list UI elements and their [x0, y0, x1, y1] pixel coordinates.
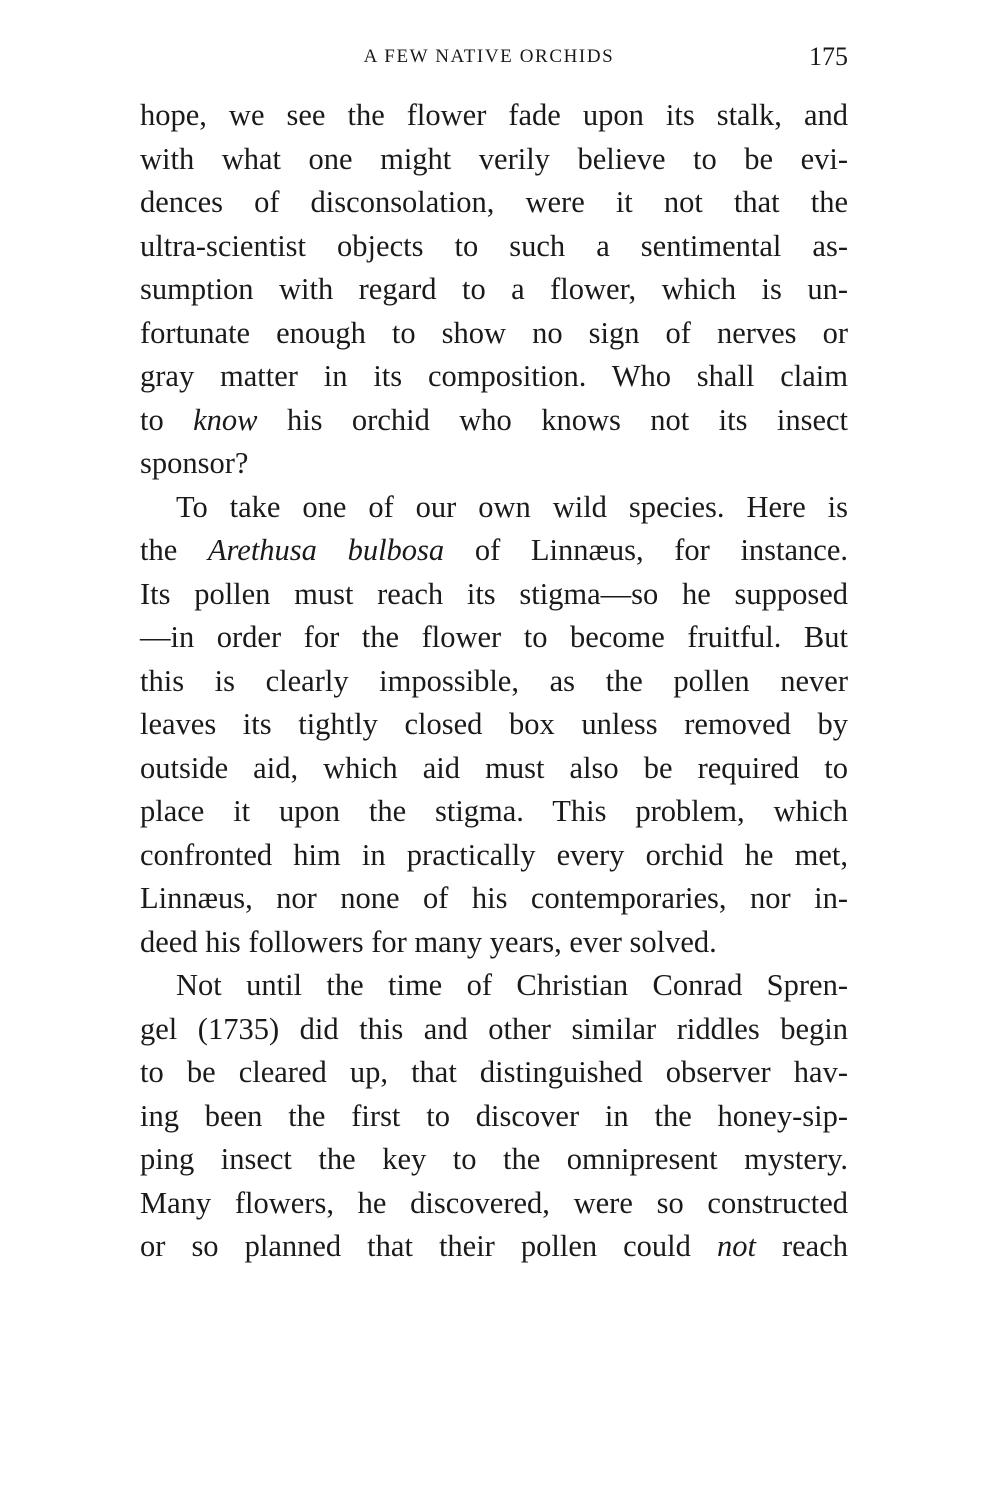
text-line: dences of disconsolation, were it not that the [140, 185, 848, 219]
text-line: the Arethusa bulbosa of Linnæus, for instance. [140, 533, 849, 567]
species-name: Arethusa bulbosa [207, 533, 445, 567]
text-line: place it upon the stigma. This problem, which [140, 794, 848, 828]
body-text [140, 94, 848, 1269]
text-line: gel (1735) did this and other similar riddles begin [140, 1011, 848, 1046]
text-line: Not until the time of Christian Conrad Spren- [176, 968, 848, 1002]
text-line: this is clearly impossible, as the pollen never [140, 663, 848, 698]
text-line: To take one of our own wild species. Here is [176, 489, 848, 524]
text-line: Its pollen must reach its stigma—so he supposed [140, 576, 848, 611]
text-line: confronted him in practically every orchid he met, [140, 837, 848, 872]
text-line: hope, we see the flower fade upon its stalk, and [140, 98, 848, 132]
text-line: Many flowers, he discovered, were so constructed [140, 1185, 848, 1220]
text-line: sumption with regard to a flower, which is un- [140, 272, 848, 306]
text-line: gray matter in its composition. Who shall claim [140, 359, 848, 393]
emphasis: know [193, 402, 258, 437]
text-line: to know his orchid who knows not its insect [140, 402, 848, 437]
text-line: to be cleared up, that distinguished observer hav- [140, 1055, 848, 1089]
text-line: leaves its tightly closed box unless removed by [140, 707, 848, 741]
text-line: deed his followers for many years, ever solved. [140, 924, 717, 959]
text-line: or so planned that their pollen could not reach [140, 1229, 848, 1263]
text-line: Linnæus, nor none of his contemporaries, nor in- [140, 881, 848, 915]
text-line: outside aid, which aid must also be required to [140, 750, 848, 785]
text-line: sponsor? [140, 446, 249, 480]
text-line: ing been the first to discover in the honey-sip- [140, 1098, 848, 1133]
text-line: —in order for the flower to become fruitful. But [140, 620, 848, 654]
page-number: 175 [809, 42, 848, 71]
running-title: A FEW NATIVE ORCHIDS [363, 46, 615, 67]
text-line: ultra-scientist objects to such a sentimental as- [140, 228, 848, 263]
emphasis: not [716, 1229, 756, 1263]
text-line: ping insect the key to the omnipresent mystery. [140, 1142, 848, 1176]
running-head [140, 40, 848, 74]
text-line: fortunate enough to show no sign of nerves or [140, 315, 848, 350]
text-line: with what one might verily believe to be evi- [140, 141, 848, 176]
